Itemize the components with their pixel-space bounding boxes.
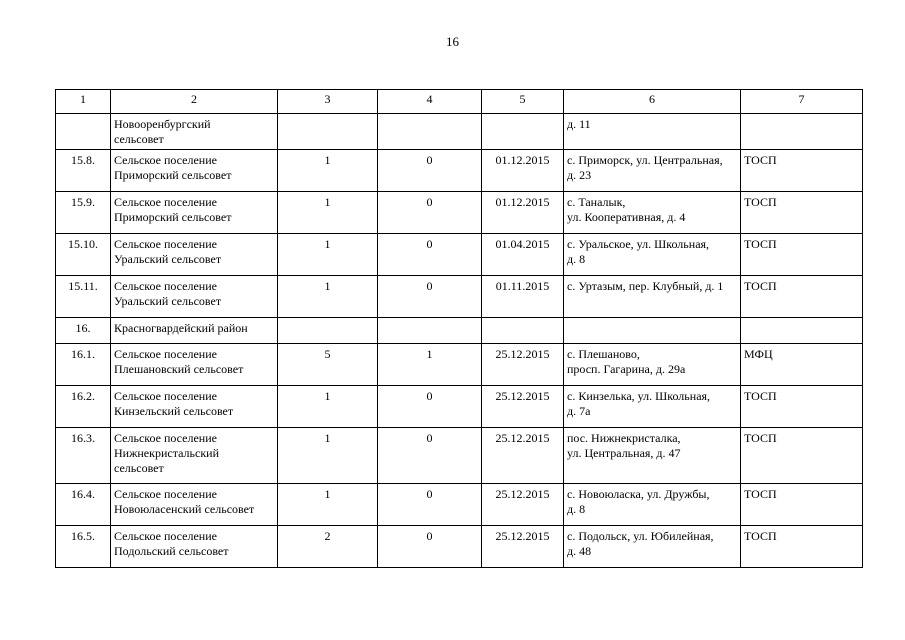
date-cell-text: 25.12.2015: [495, 431, 550, 445]
table-header-row: [56, 90, 863, 114]
address-cell-line: д. 48: [567, 544, 592, 558]
table-row: [56, 526, 863, 568]
table-row: [56, 192, 863, 234]
address-cell: [564, 150, 741, 192]
table-row: [56, 318, 863, 344]
office-type-cell: [741, 428, 863, 484]
count-cell: [278, 114, 378, 150]
office-type-cell-text: ТОСП: [744, 195, 777, 209]
address-cell-line: с. Приморск, ул. Центральная,: [567, 153, 723, 167]
office-type-cell-text: ТОСП: [744, 153, 777, 167]
table-row: [56, 484, 863, 526]
settlement-name-cell-line: Приморский сельсовет: [114, 210, 232, 224]
count-cell: [278, 484, 378, 526]
row-number-cell: [56, 192, 111, 234]
office-type-cell-text: МФЦ: [744, 347, 773, 361]
row-number-cell-text: 16.1.: [71, 347, 95, 361]
date-cell-text: 01.04.2015: [495, 237, 550, 251]
date-cell-text: 25.12.2015: [495, 347, 550, 361]
date-cell: [482, 344, 564, 386]
row-number-cell: [56, 114, 111, 150]
row-number-cell: [56, 484, 111, 526]
count-cell: [278, 150, 378, 192]
address-cell-line: д. 7а: [567, 404, 591, 418]
address-cell-line: с. Уртазым, пер. Клубный, д. 1: [567, 279, 724, 293]
settlement-name-cell-line: Сельское поселение: [114, 487, 217, 501]
office-type-cell: [741, 234, 863, 276]
row-number-cell: [56, 234, 111, 276]
address-cell: [564, 114, 741, 150]
settlement-name-cell-line: Красногвардейский район: [114, 321, 248, 335]
settlement-name-cell-line: Сельское поселение: [114, 153, 217, 167]
date-cell-text: 25.12.2015: [495, 529, 550, 543]
date-cell: [482, 150, 564, 192]
office-type-cell: [741, 150, 863, 192]
count-cell: [278, 344, 378, 386]
date-cell: [482, 192, 564, 234]
settlement-name-cell-line: Сельское поселение: [114, 431, 217, 445]
row-number-cell: [56, 318, 111, 344]
count-cell: [378, 526, 482, 568]
row-number-cell: [56, 276, 111, 318]
settlement-name-cell-line: Приморский сельсовет: [114, 168, 232, 182]
settlement-name-cell: [111, 526, 278, 568]
count-cell: [278, 276, 378, 318]
settlement-name-cell-line: Уральский сельсовет: [114, 252, 222, 266]
count-cell-text: 1: [324, 279, 331, 293]
count-cell: [278, 526, 378, 568]
date-cell: [482, 318, 564, 344]
count-cell-text: 0: [426, 487, 433, 501]
count-cell: [378, 386, 482, 428]
address-cell-line: с. Таналык,: [567, 195, 626, 209]
row-number-cell-text: 16.4.: [71, 487, 95, 501]
office-type-cell-text: ТОСП: [744, 389, 777, 403]
settlement-name-cell-line: Нижнекристальский: [114, 446, 219, 460]
settlement-name-cell-line: Кинзельский сельсовет: [114, 404, 234, 418]
address-cell: [564, 428, 741, 484]
count-cell: [278, 428, 378, 484]
office-type-cell: [741, 386, 863, 428]
row-number-cell-text: 16.: [75, 321, 91, 335]
row-number-cell: [56, 526, 111, 568]
count-cell: [278, 234, 378, 276]
address-cell: [564, 386, 741, 428]
office-type-cell: [741, 484, 863, 526]
settlement-name-cell-line: Сельское поселение: [114, 389, 217, 403]
count-cell: [278, 386, 378, 428]
count-cell: [378, 276, 482, 318]
address-cell-line: с. Новоюласка, ул. Дружбы,: [567, 487, 710, 501]
page-number: 16: [446, 34, 459, 49]
table-row: [56, 276, 863, 318]
address-cell-line: ул. Кооперативная, д. 4: [567, 210, 686, 224]
table-row: [56, 428, 863, 484]
address-cell: [564, 192, 741, 234]
date-cell-text: 01.11.2015: [495, 279, 550, 293]
date-cell: [482, 276, 564, 318]
date-cell-text: 01.12.2015: [495, 153, 550, 167]
count-cell: [378, 114, 482, 150]
count-cell-text: 1: [324, 389, 331, 403]
count-cell-text: 0: [426, 237, 433, 251]
settlement-name-cell-line: Новоюласенский сельсовет: [114, 502, 255, 516]
row-number-cell: [56, 344, 111, 386]
count-cell-text: 0: [426, 153, 433, 167]
date-cell-text: 01.12.2015: [495, 195, 550, 209]
address-cell-line: с. Кинзелька, ул. Школьная,: [567, 389, 711, 403]
table-row: [56, 150, 863, 192]
date-cell: [482, 428, 564, 484]
office-type-cell: [741, 344, 863, 386]
office-type-cell: [741, 114, 863, 150]
table-row: [56, 344, 863, 386]
count-cell-text: 1: [324, 153, 331, 167]
date-cell-text: 25.12.2015: [495, 487, 550, 501]
row-number-cell-text: 15.10.: [68, 237, 98, 251]
settlement-name-cell-line: сельсовет: [114, 461, 164, 475]
header-cell: 1: [56, 90, 111, 114]
row-number-cell-text: 16.2.: [71, 389, 95, 403]
settlement-name-cell-line: Сельское поселение: [114, 529, 217, 543]
office-type-cell: [741, 192, 863, 234]
settlement-name-cell-line: Подольский сельсовет: [114, 544, 229, 558]
office-type-cell-text: ТОСП: [744, 279, 777, 293]
row-number-cell-text: 16.3.: [71, 431, 95, 445]
office-type-cell-text: ТОСП: [744, 487, 777, 501]
address-cell-line: просп. Гагарина, д. 29а: [567, 362, 686, 376]
count-cell: [378, 234, 482, 276]
row-number-cell-text: 15.9.: [71, 195, 95, 209]
office-type-cell-text: ТОСП: [744, 237, 777, 251]
settlement-name-cell: [111, 344, 278, 386]
settlement-name-cell-line: Новооренбургский: [114, 117, 211, 131]
row-number-cell-text: 16.5.: [71, 529, 95, 543]
address-cell: [564, 526, 741, 568]
row-number-cell: [56, 150, 111, 192]
address-cell: [564, 344, 741, 386]
settlement-name-cell-line: Сельское поселение: [114, 279, 217, 293]
settlement-name-cell: [111, 114, 278, 150]
settlement-name-cell-line: Уральский сельсовет: [114, 294, 222, 308]
address-cell: [564, 318, 741, 344]
settlement-name-cell: [111, 318, 278, 344]
header-cell: 3: [278, 90, 378, 114]
count-cell-text: 1: [324, 237, 331, 251]
count-cell-text: 1: [426, 347, 433, 361]
office-type-cell-text: ТОСП: [744, 529, 777, 543]
count-cell: [378, 150, 482, 192]
office-type-cell: [741, 276, 863, 318]
address-cell-line: д. 8: [567, 502, 586, 516]
address-cell: [564, 234, 741, 276]
office-type-cell-text: ТОСП: [744, 431, 777, 445]
settlement-name-cell-line: Сельское поселение: [114, 237, 217, 251]
header-cell: 6: [564, 90, 741, 114]
date-cell: [482, 526, 564, 568]
settlement-name-cell-line: сельсовет: [114, 132, 164, 146]
count-cell: [378, 318, 482, 344]
settlement-name-cell-line: Сельское поселение: [114, 195, 217, 209]
address-cell-line: д. 8: [567, 252, 586, 266]
count-cell: [278, 192, 378, 234]
office-type-cell: [741, 318, 863, 344]
address-cell-line: с. Плешаново,: [567, 347, 640, 361]
settlement-name-cell: [111, 428, 278, 484]
settlement-name-cell: [111, 234, 278, 276]
row-number-cell: [56, 428, 111, 484]
settlement-name-cell: [111, 150, 278, 192]
address-cell-line: ул. Центральная, д. 47: [567, 446, 681, 460]
settlement-name-cell-line: Сельское поселение: [114, 347, 217, 361]
address-cell: [564, 276, 741, 318]
table-row: [56, 234, 863, 276]
table-row: [56, 114, 863, 150]
count-cell-text: 5: [324, 347, 331, 361]
count-cell-text: 0: [426, 279, 433, 293]
count-cell-text: 0: [426, 431, 433, 445]
settlement-name-cell: [111, 192, 278, 234]
count-cell-text: 0: [426, 529, 433, 543]
count-cell-text: 0: [426, 195, 433, 209]
header-cell: 2: [111, 90, 278, 114]
count-cell: [378, 192, 482, 234]
count-cell-text: 1: [324, 487, 331, 501]
count-cell-text: 2: [324, 529, 331, 543]
count-cell: [278, 318, 378, 344]
settlement-name-cell: [111, 276, 278, 318]
settlement-name-cell: [111, 386, 278, 428]
row-number-cell-text: 15.8.: [71, 153, 95, 167]
date-cell: [482, 114, 564, 150]
address-cell: [564, 484, 741, 526]
address-cell-line: д. 11: [567, 117, 591, 131]
count-cell: [378, 344, 482, 386]
address-cell-line: с. Подольск, ул. Юбилейная,: [567, 529, 714, 543]
settlement-name-cell: [111, 484, 278, 526]
registry-table: [55, 89, 863, 568]
count-cell-text: 1: [324, 195, 331, 209]
count-cell-text: 1: [324, 431, 331, 445]
row-number-cell-text: 15.11.: [68, 279, 98, 293]
address-cell-line: д. 23: [567, 168, 592, 182]
header-cell: 5: [482, 90, 564, 114]
table-row: [56, 386, 863, 428]
date-cell: [482, 234, 564, 276]
address-cell-line: с. Уральское, ул. Школьная,: [567, 237, 710, 251]
header-cell: 4: [378, 90, 482, 114]
settlement-name-cell-line: Плешановский сельсовет: [114, 362, 244, 376]
row-number-cell: [56, 386, 111, 428]
address-cell-line: пос. Нижнекристалка,: [567, 431, 681, 445]
count-cell: [378, 484, 482, 526]
header-cell: 7: [741, 90, 863, 114]
date-cell-text: 25.12.2015: [495, 389, 550, 403]
date-cell: [482, 386, 564, 428]
count-cell-text: 0: [426, 389, 433, 403]
count-cell: [378, 428, 482, 484]
office-type-cell: [741, 526, 863, 568]
date-cell: [482, 484, 564, 526]
